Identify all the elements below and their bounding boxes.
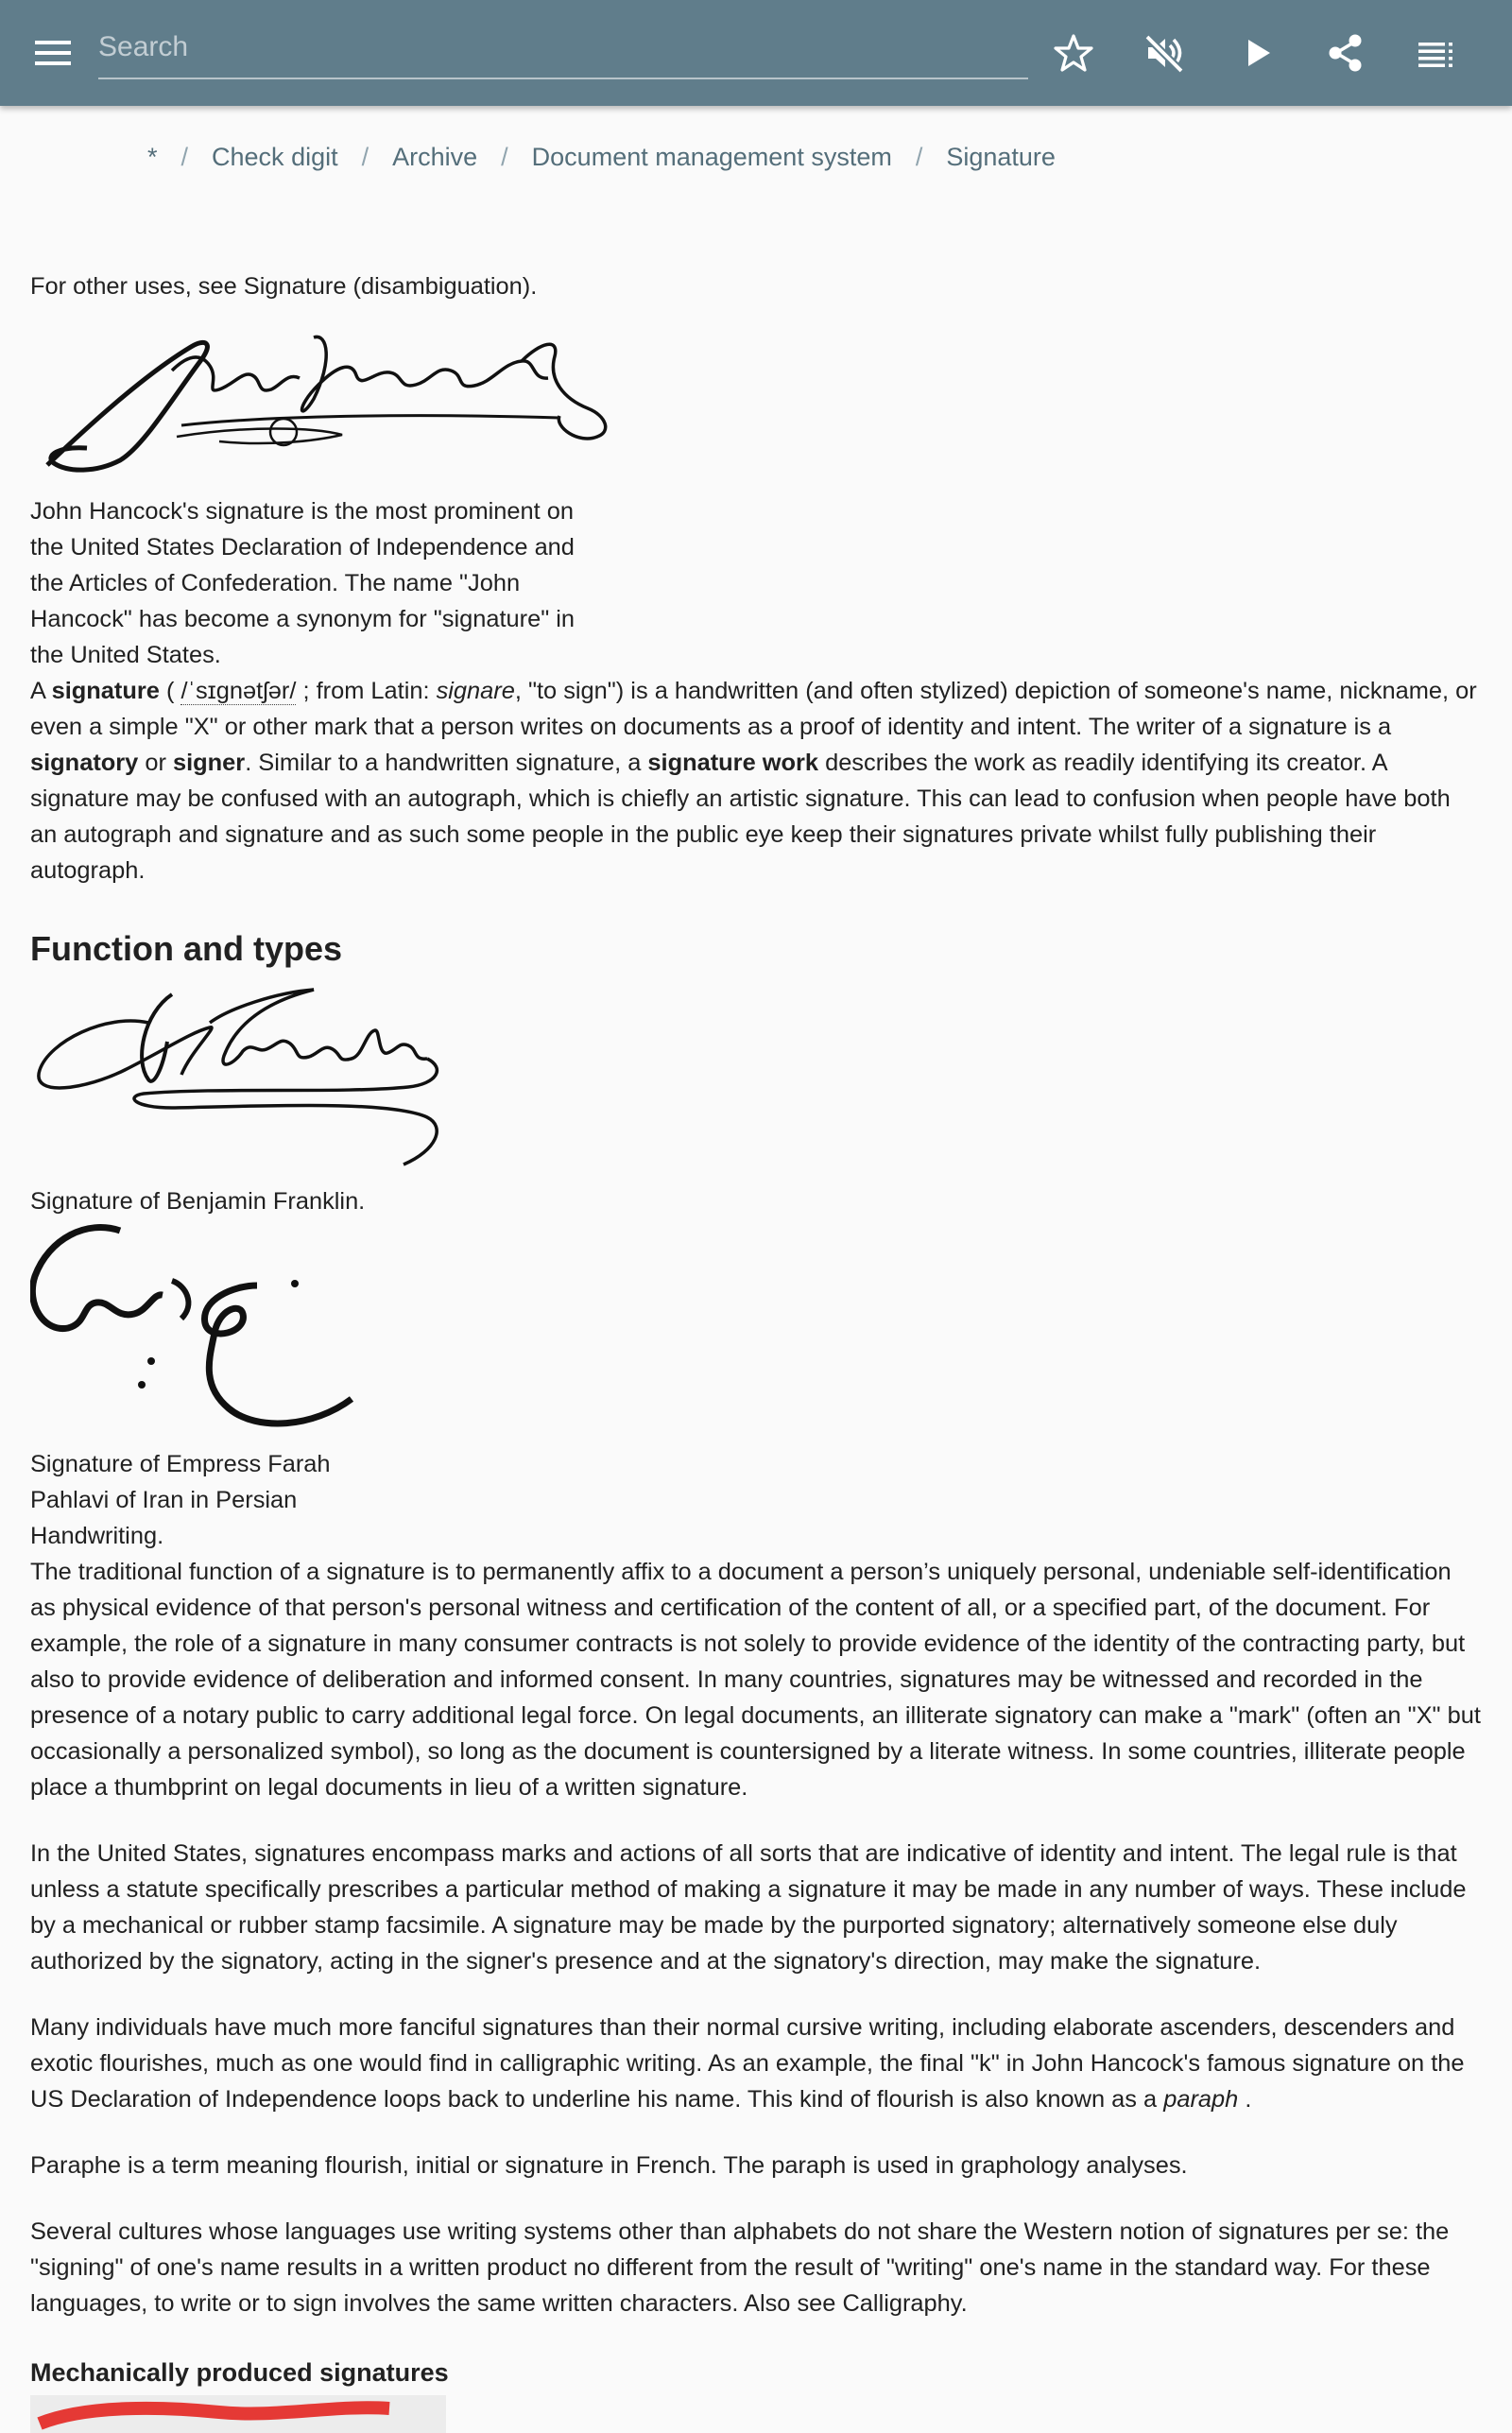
breadcrumb-separator: /	[180, 143, 189, 171]
breadcrumb-separator: /	[915, 143, 923, 171]
section-heading-mechanical: Mechanically produced signatures	[30, 2358, 449, 2387]
breadcrumb-check-digit[interactable]: Check digit	[212, 143, 338, 171]
breadcrumb-home[interactable]: *	[147, 143, 158, 171]
text-run: . Similar to a handwritten signature, a	[245, 750, 648, 776]
hancock-signature-image	[30, 304, 609, 493]
figure-farah-pahlavi	[30, 1219, 342, 1554]
farah-pahlavi-signature-image	[30, 1219, 380, 1446]
figure-caption: Signature of Empress Farah Pahlavi of Iran in Persian Handwriting.	[30, 1451, 331, 1549]
latin-word: signare	[436, 678, 515, 704]
search-field	[98, 21, 1028, 79]
text-run: ; from Latin:	[296, 678, 437, 704]
text-run: or	[138, 750, 173, 776]
text-run: (	[159, 678, 181, 704]
breadcrumb-signature[interactable]: Signature	[946, 143, 1056, 171]
term-signature-work: signature work	[647, 750, 819, 776]
stamp-image	[30, 2395, 446, 2433]
paragraph: In the United States, signatures encompass marks and actions of all sorts that are indicative of identity and intent. The legal rule is that unless a statute specifically prescribes a particular method of making a signature it may be made in any number of ways. These include by a mechanical or rubber stamp facsimile. A signature may be made by the purported signatory; alternatively someone else duly authorized by the signatory, acting in the signer's presence and at the signatory's direction, may make the signature.	[30, 1840, 1467, 1975]
star-icon[interactable]	[1045, 25, 1102, 81]
play-icon[interactable]	[1228, 25, 1285, 81]
term-signature: signature	[51, 678, 160, 704]
hatnote[interactable]: For other uses, see Signature (disambiguation).	[30, 273, 538, 300]
breadcrumb-document-management[interactable]: Document management system	[531, 143, 892, 171]
paragraph	[30, 2010, 1482, 2117]
term-paraph: paraph	[1163, 2086, 1239, 2113]
intro-paragraph	[30, 673, 1482, 889]
figure-hancock	[30, 304, 609, 673]
figure-caption: Signature of Benjamin Franklin.	[30, 1188, 366, 1215]
toc-icon[interactable]	[1408, 25, 1465, 81]
menu-icon[interactable]	[25, 25, 81, 81]
breadcrumb-separator: /	[501, 143, 508, 171]
figure-franklin	[30, 975, 446, 1219]
breadcrumb	[147, 138, 1056, 176]
paragraph: Paraphe is a term meaning flourish, initial or signature in French. The paraph is used in graphology analyses.	[30, 2152, 1188, 2179]
figure-caption: John Hancock's signature is the most prominent on the United States Declaration of Independence and the Articles of Confederation. The name "John Hancock" has become a synonym for "signature" in the United States.	[30, 498, 576, 668]
breadcrumb-archive[interactable]: Archive	[392, 143, 478, 171]
search-input[interactable]	[98, 21, 1028, 74]
paragraph: The traditional function of a signature is to permanently affix to a document a person’s uniquely personal, undeniable self-identification as physical evidence of that person's personal witness and certification of the content of all, or a specified part, of the document. For example, the role of a signature in many consumer contracts is not solely to provide evidence of the identity of the contracting party, but also to provide evidence of deliberation and informed consent. In many countries, signatures may be witnessed and recorded in the presence of a notary public to carry additional legal force. On legal documents, an illiterate signatory can make a "mark" (often an "X" but occasionally a personalized symbol), so long as the document is countersigned by a literate witness. In some countries, illiterate people place a thumbprint on legal documents in lieu of a written signature.	[30, 1559, 1481, 1801]
franklin-signature-image	[30, 975, 446, 1183]
text-run: .	[1238, 2086, 1252, 2113]
text-run: , "to sign") is a handwritten (and often stylized) depiction of someone's name, nickname, or even a simple "X" or other mark that a person writes on documents as a proof of identity and intent. The writer of a signature is a	[30, 678, 1477, 740]
term-signatory: signatory	[30, 750, 139, 776]
article-content	[30, 268, 1482, 2433]
ipa-pronunciation[interactable]: /ˈsɪɡnətʃər/	[180, 678, 297, 704]
term-signer: signer	[172, 750, 246, 776]
app-toolbar	[0, 0, 1512, 106]
mute-icon[interactable]	[1136, 25, 1193, 81]
text-run: describes the work as readily identifying its creator. A signature may be confused with an autograph, which is chiefly an artistic signature. This can lead to confusion when people have both an autograph and signature and as such some people in the public eye keep their signatures private whilst fully publishing their autograph.	[30, 750, 1451, 884]
text-run: Many individuals have much more fanciful signatures than their normal cursive writing, including elaborate ascenders, descenders and exotic flourishes, much as one would find in calligraphic writing. As an example, the final "k" in John Hancock's famous signature on the US Declaration of Independence loops back to underline his name. This kind of flourish is also known as a	[30, 2014, 1465, 2113]
text-run: A	[30, 678, 52, 704]
share-icon[interactable]	[1317, 25, 1374, 81]
breadcrumb-separator: /	[361, 143, 369, 171]
paragraph: Several cultures whose languages use writing systems other than alphabets do not share the Western notion of signatures per se: the "signing" of one's name results in a written product no different from the result of "writing" one's name in the standard way. For these languages, to write or to sign involves the same written characters. Also see Calligraphy.	[30, 2218, 1450, 2317]
section-heading-function-types: Function and types	[30, 929, 343, 968]
